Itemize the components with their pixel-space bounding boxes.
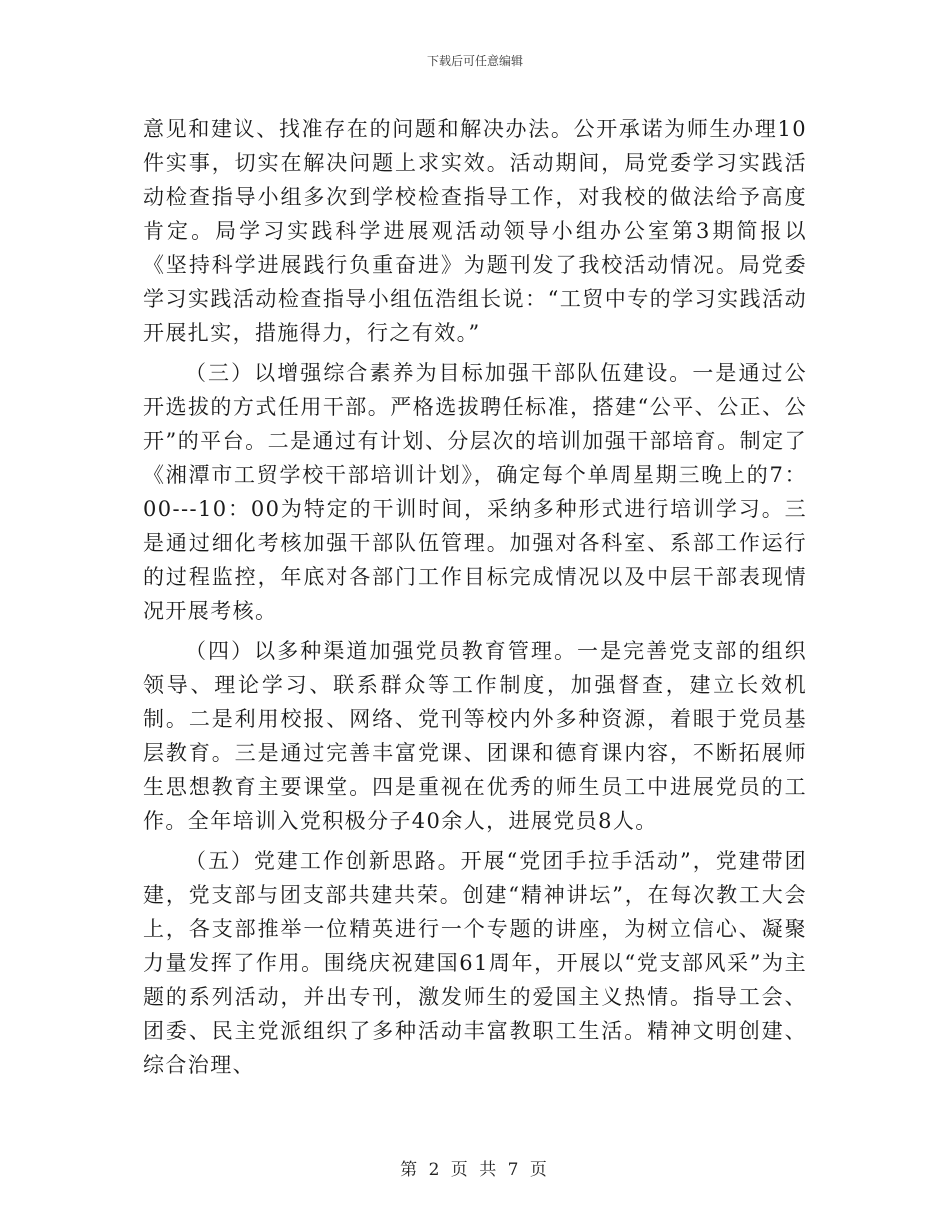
page-header-note: 下载后可任意编辑 [426, 54, 523, 68]
paragraph-section-5: （五）党建工作创新思路。开展“党团手拉手活动”，党建带团建，党支部与团支部共建共荣。创建“精神讲坛”，在每次教工大会上，各支部推举一位精英进行一个专题的讲座，为树立信心、凝聚力量发挥了作用。围绕庆祝建国61周年，开展以“党支部风采”为主题的系列活动，并出专刊，激发师生的爱国主义热情。指导工会、团委、民主党派组织了多种活动丰富教职工生活。精神文明创建、综合治理、 [143, 849, 807, 1077]
paragraph-section-4: （四）以多种渠道加强党员教育管理。一是完善党支部的组织领导、理论学习、联系群众等工作制度，加强督查，建立长效机制。二是利用校报、网络、党刊等校内外多种资源，着眼于党员基层教育。三是通过完善丰富党课、团课和德育课内容，不断拓展师生思想教育主要课堂。四是重视在优秀的师生员工中进展党员的工作。全年培训入党积极分子40余人，进展党员8人。 [143, 639, 807, 833]
paragraph-continuation: 意见和建议、找准存在的问题和解决办法。公开承诺为师生办理10件实事，切实在解决问题上求实效。活动期间，局党委学习实践活动检查指导小组多次到学校检查指导工作，对我校的做法给予高度肯定。局学习实践科学进展观活动领导小组办公室第3期简报以《坚持科学进展践行负重奋进》为题刊发了我校活动情况。局党委学习实践活动检查指导小组伍浩组长说：“工贸中专的学习实践活动开展扎实，措施得力，行之有效。” [143, 117, 807, 345]
page-number: 第 2 页 共 7 页 [400, 1160, 550, 1180]
paragraph-section-3: （三）以增强综合素养为目标加强干部队伍建设。一是通过公开选拔的方式任用干部。严格选拔聘任标准，搭建“公平、公正、公开”的平台。二是通过有计划、分层次的培训加强干部培育。制定了《湘潭市工贸学校干部培训计划》，确定每个单周星期三晚上的7：00---10：00为特定的干训时间，采纳多种形式进行培训学习。三是通过细化考核加强干部队伍管理。加强对各科室、系部工作运行的过程监控，年底对各部门工作目标完成情况以及中层干部表现情况开展考核。 [143, 361, 807, 623]
document-body [143, 112, 807, 1088]
